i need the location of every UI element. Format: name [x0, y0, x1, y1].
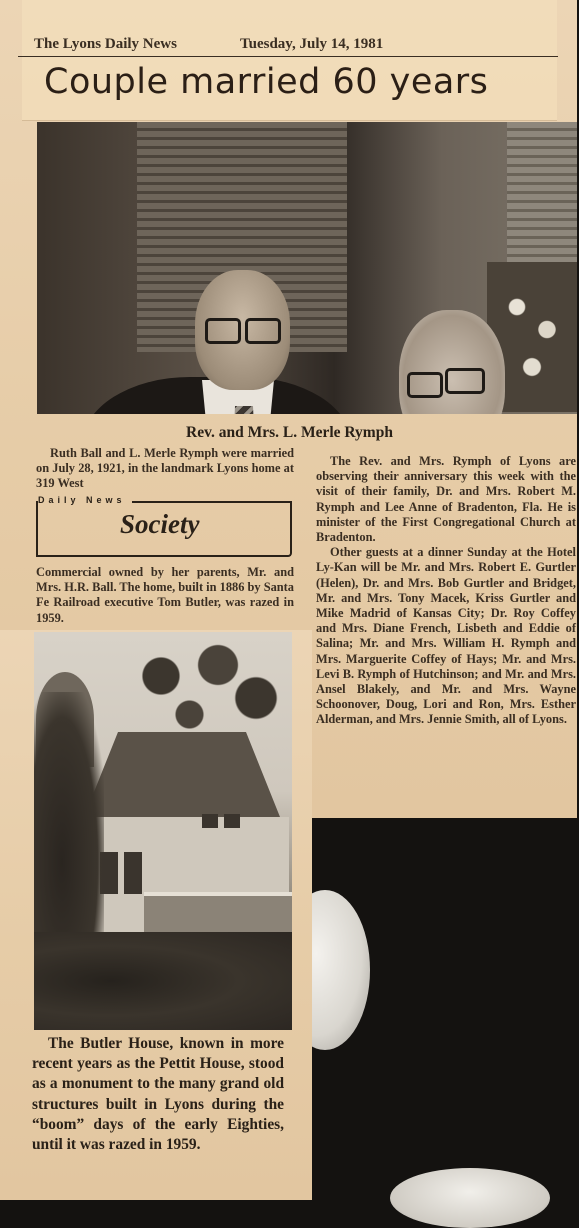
- article-right-column: [316, 454, 576, 728]
- article-left-column-top: [36, 446, 294, 492]
- window-blinds-right: [507, 122, 577, 272]
- man-glasses-left: [205, 318, 241, 344]
- society-frame-top-rule: [132, 501, 290, 503]
- woman-glasses-right: [445, 368, 485, 394]
- man-glasses-right: [245, 318, 281, 344]
- society-title: Society: [120, 509, 200, 539]
- publication-date: Tuesday, July 14, 1981: [240, 36, 384, 52]
- couple-photo: [37, 122, 577, 414]
- article-paragraph: Commercial owned by her parents, Mr. and Mrs. H.R. Ball. The home, built in 1886 by Santa Fe Railroad executive Tom Butler, was razed in 1959.: [36, 565, 294, 625]
- article-left-column-bottom: [36, 565, 294, 626]
- tree-branches: [104, 632, 292, 742]
- daily-news-logo: Daily News: [38, 495, 126, 505]
- house-photo-caption: [32, 1034, 284, 1155]
- woman-glasses-left: [407, 372, 443, 398]
- dateline: [18, 36, 558, 57]
- house-window: [202, 814, 218, 828]
- butler-house-photo: [34, 632, 292, 1030]
- publication-name: The Lyons Daily News: [34, 36, 177, 52]
- house-window: [224, 814, 240, 828]
- photo-caption: Rev. and Mrs. L. Merle Rymph: [186, 424, 393, 441]
- woman-portrait: [399, 310, 505, 414]
- headline: Couple married 60 years: [44, 62, 489, 102]
- house-caption-text: The Butler House, known in more recent years as the Pettit House, stood as a monument to the many grand old structures built in Lyons during the “boom” days of the early Eighties, until it was razed in 1959.: [32, 1035, 284, 1154]
- house-roof: [82, 732, 282, 822]
- shrubs: [34, 932, 292, 1030]
- article-paragraph: Other guests at a dinner Sunday at the Hotel Ly-Kan will be Mr. and Mrs. Robert E. Gurtler (Helen), Dr. and Mrs. Bob Gurtler and Bridget, Mr. and Mrs. Tony Macek, Kriss Gurtler and Mike Madrid of Kansas City; Dr. Roy Coffey and Mrs. Diane French, Lisbeth and Eddie of Salina; Mr. and Mrs. William H. Rymph and Mrs. Marguerite Coffey of Hays; Mr. and Mrs. Levi B. Rymph of Hutchinson; and Mr. and Mrs. Ansel Blakely, and Mr. and Mrs. Wayne Schoonover, Doug, Lori and Ron, Mrs. Esther Alderman, and Mrs. Jennie Smith, all of Lyons.: [316, 545, 576, 727]
- article-paragraph: The Rev. and Mrs. Rymph of Lyons are observing their anniversary this week with the visit of their family, Dr. and Mrs. Robert M. Rymph and Lee Anne of Bradenton, Fla. He is minister of the First Congregational Church at Bradenton.: [316, 454, 576, 545]
- house-window: [124, 852, 142, 894]
- white-backing-object-bottom: [390, 1168, 550, 1228]
- society-section-header: [36, 495, 292, 559]
- tape-strip: [22, 0, 557, 121]
- article-paragraph: Ruth Ball and L. Merle Rymph were married on July 28, 1921, in the landmark Lyons home at 319 West: [36, 446, 294, 491]
